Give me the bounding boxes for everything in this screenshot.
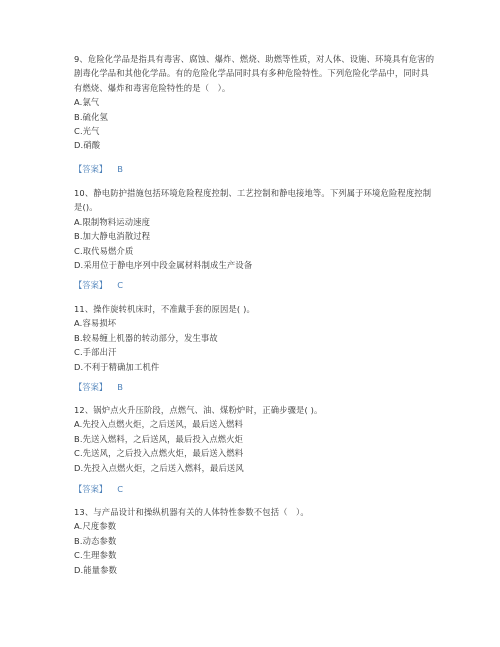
question-10 <box>74 186 436 272</box>
option-b: B.较易缠上机器的转动部分，发生事故 <box>74 332 218 343</box>
answer-line-9 <box>74 162 123 176</box>
question-stem: 11、操作旋转机床时，不准戴手套的原因是( )。 <box>74 304 255 314</box>
option-c: C.取代易燃介质 <box>74 245 134 256</box>
question-stem: 12、锅炉点火升压阶段，点燃气、油、煤粉炉时，正确步骤是( )。 <box>74 405 323 415</box>
option-d: D.先投入点燃火炬，之后送入燃料，最后送风 <box>74 462 244 473</box>
option-c: C.先送风，之后投入点燃火炬，最后送入燃料 <box>74 448 244 459</box>
option-d: D.硝酸 <box>74 140 101 151</box>
option-b: B.动态参数 <box>74 535 117 546</box>
option-a: A.先投入点燃火炬，之后送风，最后送入燃料 <box>74 419 243 430</box>
answer-label: 【答案】 <box>74 164 108 174</box>
option-c: C.生理参数 <box>74 550 117 561</box>
question-12 <box>74 403 323 475</box>
question-9 <box>74 52 436 153</box>
answer-value: B <box>117 382 123 392</box>
option-b: B.硫化氢 <box>74 111 108 122</box>
question-stem: 13、与产品设计和操纵机器有关的人体特性参数不包括（ ）。 <box>74 507 309 517</box>
answer-value: C <box>117 280 123 290</box>
question-stem: 10、静电防护措施包括环境危险程度控制、工艺控制和静电接地等。下列属于环境危险程度控制是()。 <box>74 188 432 213</box>
option-d: D.能量参数 <box>74 564 118 575</box>
question-11 <box>74 302 255 374</box>
answer-line-10 <box>74 278 123 292</box>
option-a: A.容易损坏 <box>74 318 117 329</box>
answer-line-12 <box>74 482 123 496</box>
answer-value: B <box>117 164 123 174</box>
option-b: B.先送入燃料，之后送风，最后投入点燃火炬 <box>74 433 244 444</box>
answer-label: 【答案】 <box>74 280 108 290</box>
question-stem: 9、危险化学品是指具有毒害、腐蚀、爆炸、燃烧、助燃等性质，对人体、设施、环境具有危害的剧毒化学品和其他化学品。有的危险化学品同时具有多种危险特性。下列危险化学品中，同时具有燃烧、爆炸和毒害危险特性的是（ ）。 <box>74 54 435 93</box>
option-b: B.加大静电消散过程 <box>74 231 151 242</box>
option-c: C.手部出汗 <box>74 347 117 358</box>
option-a: A.氯气 <box>74 97 100 108</box>
option-c: C.光气 <box>74 126 100 137</box>
answer-label: 【答案】 <box>74 382 108 392</box>
option-a: A.限制物料运动速度 <box>74 216 151 227</box>
option-d: D.采用位于静电序列中段金属材料制成生产设备 <box>74 260 253 271</box>
option-d: D.不利于精确加工机件 <box>74 361 160 372</box>
option-a: A.尺度参数 <box>74 521 117 532</box>
question-13 <box>74 505 309 577</box>
answer-value: C <box>117 484 123 494</box>
answer-line-11 <box>74 380 123 394</box>
answer-label: 【答案】 <box>74 484 108 494</box>
